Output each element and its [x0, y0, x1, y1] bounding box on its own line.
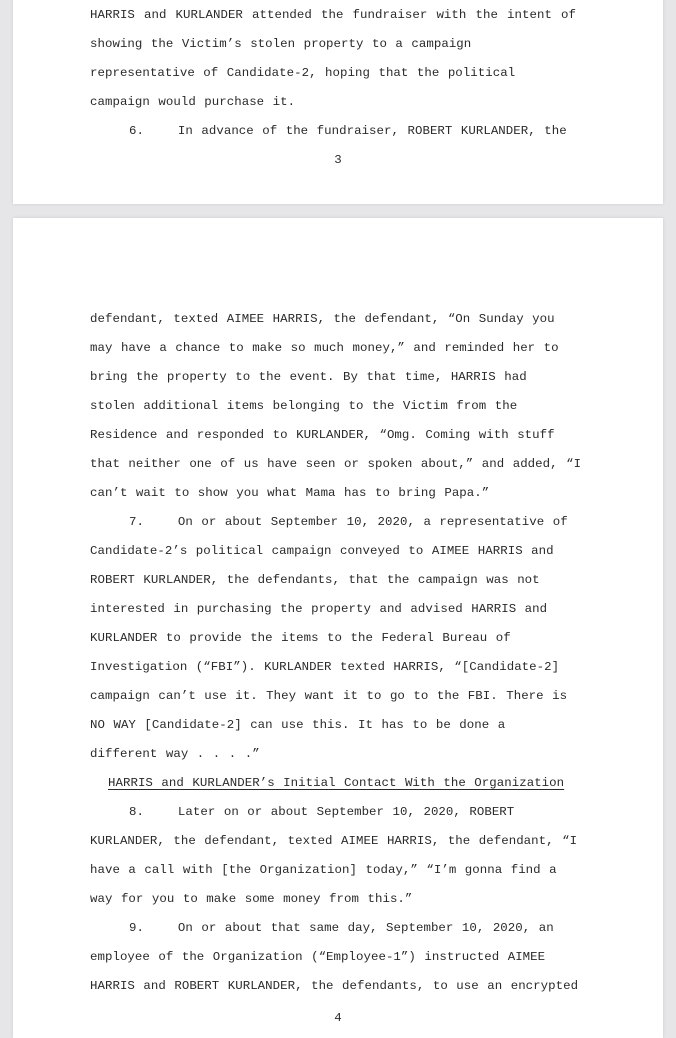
body-text-line: KURLANDER, the defendant, texted AIMEE HARRIS, the defendant, “I — [90, 834, 578, 848]
body-text-line: may have a chance to make so much money,” and reminded her to — [90, 341, 559, 355]
body-text-line: different way . . . .” — [90, 747, 260, 761]
section-heading: HARRIS and KURLANDER’s Initial Contact With the Organization — [108, 776, 565, 790]
paragraph-7-start: 7. On or about September 10, 2020, a representative of — [129, 515, 568, 529]
body-text-line: Investigation (“FBI”). KURLANDER texted HARRIS, “[Candidate-2] — [90, 660, 560, 674]
paragraph-8-start: 8. Later on or about September 10, 2020, ROBERT — [129, 805, 515, 819]
body-text-line: HARRIS and KURLANDER attended the fundraiser with the intent of — [90, 8, 576, 22]
body-text-line: that neither one of us have seen or spoken about,” and added, “I — [90, 457, 582, 471]
body-text-line: employee of the Organization (“Employee-1”) instructed AIMEE — [90, 950, 546, 964]
body-text-line: representative of Candidate-2, hoping that the political — [90, 66, 516, 80]
body-text-line: Candidate-2’s political campaign conveyed to AIMEE HARRIS and — [90, 544, 554, 558]
body-text-line: interested in purchasing the property and advised HARRIS and — [90, 602, 548, 616]
body-text-line: have a call with [the Organization] today,” “I’m gonna find a — [90, 863, 557, 877]
document-page-4 — [13, 218, 663, 1038]
body-text-line: campaign can’t use it. They want it to go to the FBI. There is — [90, 689, 568, 703]
page-number: 3 — [334, 153, 342, 167]
page-number: 4 — [334, 1011, 342, 1025]
document-page-3 — [13, 0, 663, 204]
body-text-line: KURLANDER to provide the items to the Federal Bureau of — [90, 631, 511, 645]
body-text-line: defendant, texted AIMEE HARRIS, the defendant, “On Sunday you — [90, 312, 555, 326]
body-text-line: showing the Victim’s stolen property to a campaign — [90, 37, 472, 51]
body-text-line: NO WAY [Candidate-2] can use this. It has to be done a — [90, 718, 506, 732]
body-text-line: bring the property to the event. By that time, HARRIS had — [90, 370, 527, 384]
body-text-line: stolen additional items belonging to the Victim from the — [90, 399, 518, 413]
body-text-line: ROBERT KURLANDER, the defendants, that the campaign was not — [90, 573, 540, 587]
body-text-line: way for you to make some money from this.” — [90, 892, 413, 906]
paragraph-6-start: 6. In advance of the fundraiser, ROBERT KURLANDER, the — [129, 124, 567, 138]
body-text-line: campaign would purchase it. — [90, 95, 296, 109]
paragraph-9-start: 9. On or about that same day, September 10, 2020, an — [129, 921, 554, 935]
body-text-line: can’t wait to show you what Mama has to bring Papa.” — [90, 486, 490, 500]
body-text-line: HARRIS and ROBERT KURLANDER, the defendants, to use an encrypted — [90, 979, 579, 993]
body-text-line: Residence and responded to KURLANDER, “Omg. Coming with stuff — [90, 428, 555, 442]
